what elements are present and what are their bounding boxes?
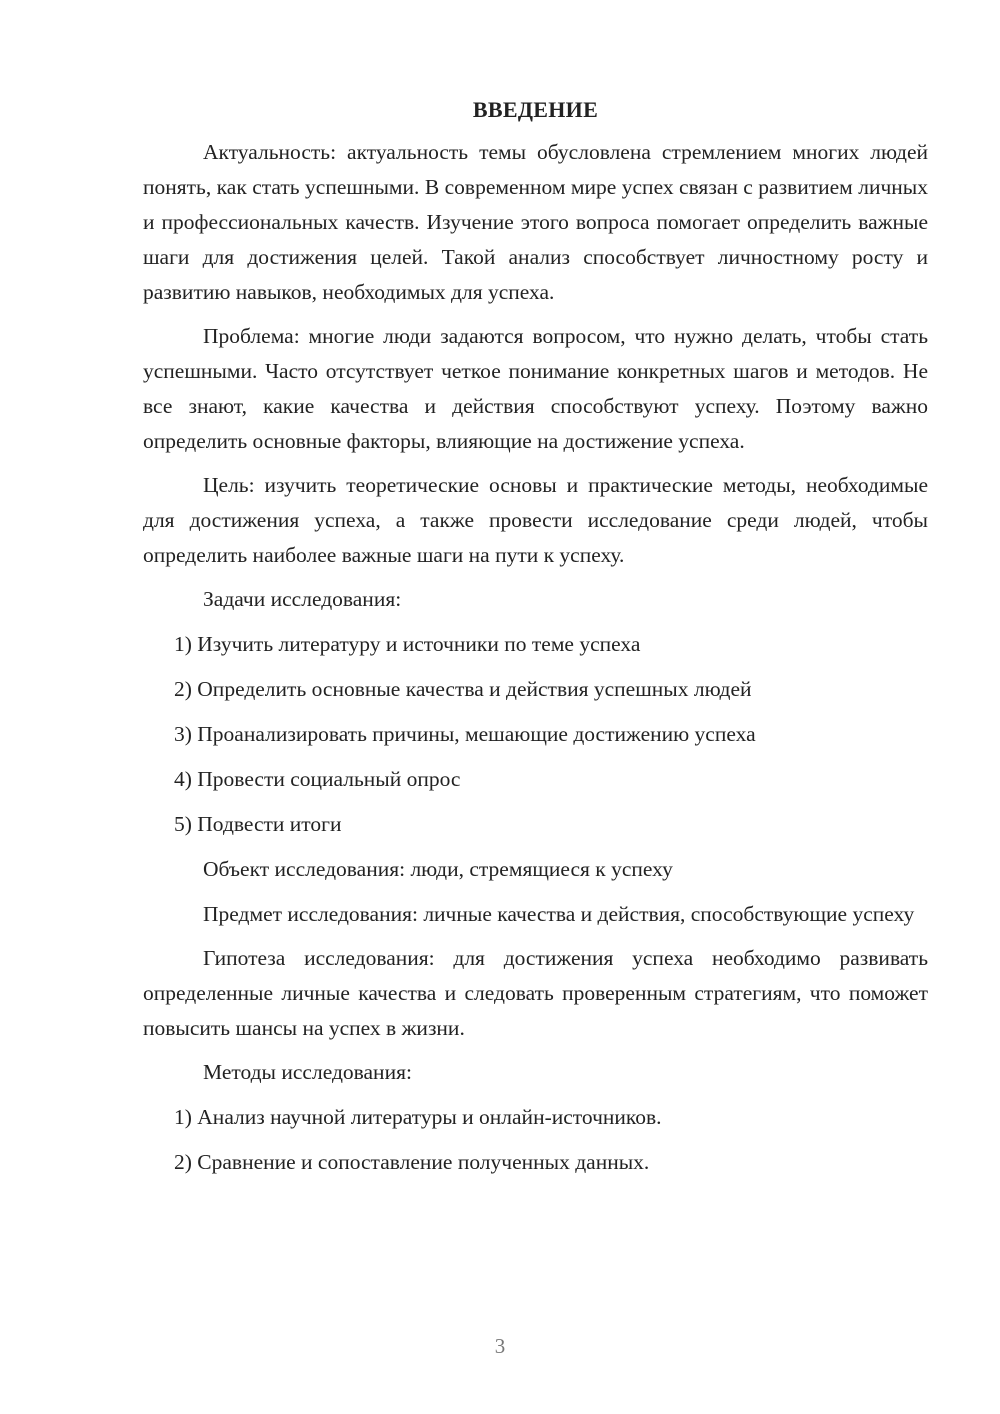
relevance-paragraph: Актуальность: актуальность темы обусловлена стремлением многих людей понять, как стать успешными. В современном мире успех связан с развитием личных и профессиональных качеств. Изучение этого вопроса помогает определить важные шаги для достижения целей. Такой анализ способствует личностному росту и развитию навыков, необходимых для успеха.: [143, 140, 928, 304]
tasks-heading: Задачи исследования:: [203, 587, 402, 611]
method-item: 1) Анализ научной литературы и онлайн-источников.: [174, 1105, 662, 1129]
subject-paragraph: Предмет исследования: личные качества и действия, способствующие успеху: [203, 902, 915, 926]
task-item: 5) Подвести итоги: [174, 812, 342, 836]
methods-list: [143, 1100, 928, 1180]
page-number: 3: [494, 1334, 506, 1358]
task-item: 1) Изучить литературу и источники по теме успеха: [174, 632, 641, 656]
section-title: ВВЕДЕНИЕ: [472, 97, 599, 122]
problem-paragraph: Проблема: многие люди задаются вопросом, что нужно делать, чтобы стать успешными. Часто отсутствует четкое понимание конкретных шагов и методов. Не все знают, какие качества и действия способствуют успеху. Поэтому важно определить основные факторы, влияющие на достижение успеха.: [143, 324, 928, 453]
task-item: 3) Проанализировать причины, мешающие достижению успеха: [174, 722, 756, 746]
method-item: 2) Сравнение и сопоставление полученных данных.: [174, 1150, 650, 1174]
methods-heading: Методы исследования:: [203, 1060, 412, 1084]
object-line: Объект исследования: люди, стремящиеся к успеху: [203, 857, 673, 881]
task-item: 2) Определить основные качества и действия успешных людей: [174, 677, 752, 701]
goal-paragraph: Цель: изучить теоретические основы и практические методы, необходимые для достижения успеха, а также провести исследование среди людей, чтобы определить наиболее важные шаги на пути к успеху.: [143, 473, 928, 567]
document-page: [143, 95, 928, 1190]
hypothesis-paragraph: Гипотеза исследования: для достижения успеха необходимо развивать определенные личные качества и следовать проверенным стратегиям, что поможет повысить шансы на успех в жизни.: [143, 946, 928, 1040]
tasks-list: [143, 627, 928, 842]
task-item: 4) Провести социальный опрос: [174, 767, 461, 791]
